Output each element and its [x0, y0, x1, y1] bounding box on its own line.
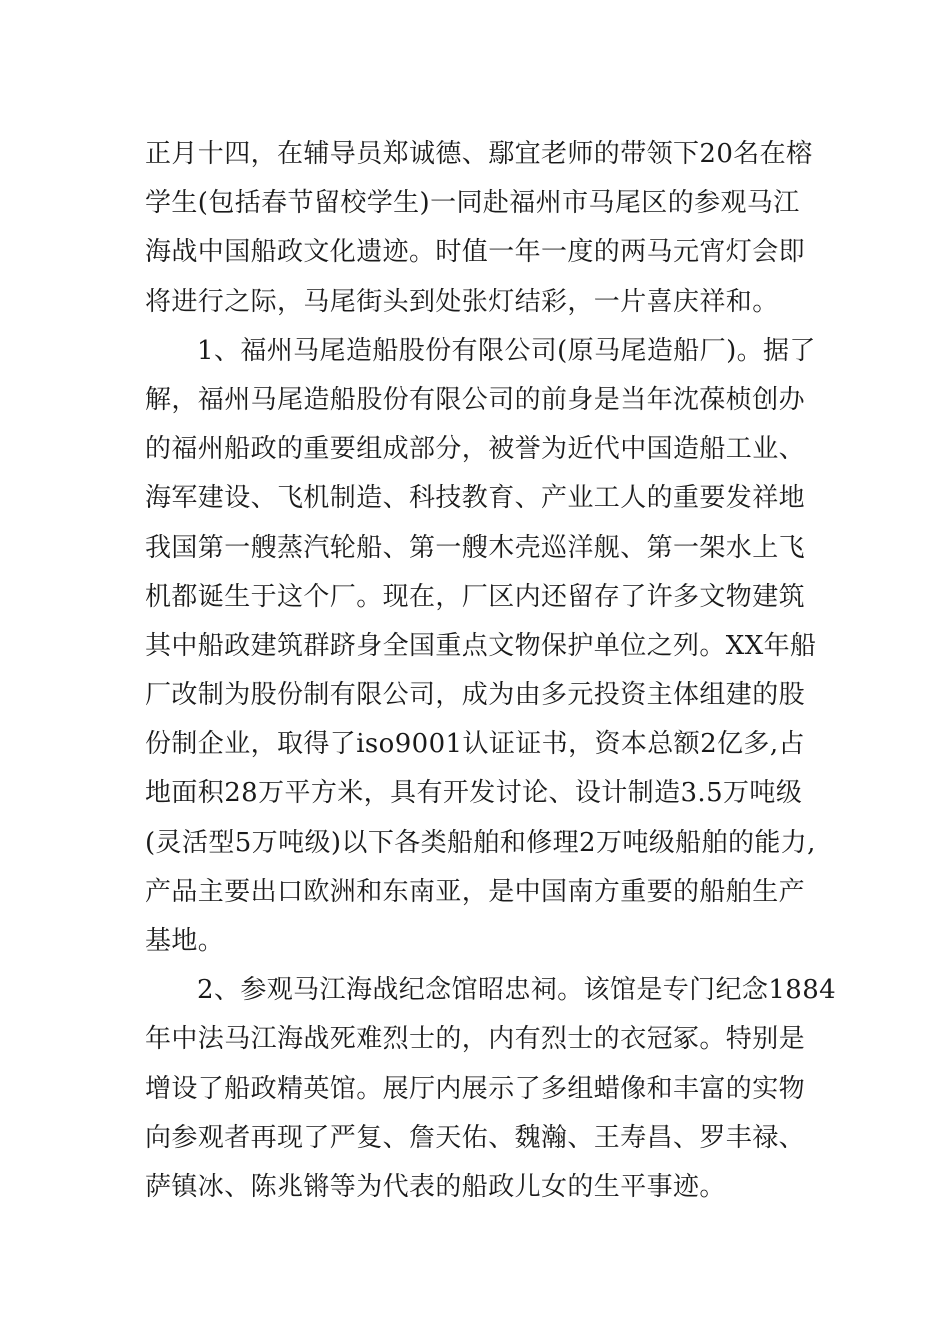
text-line: 地面积28万平方米，具有开发讨论、设计制造3.5万吨级 [145, 778, 803, 809]
text-line: 学生(包括春节留校学生)一同赴福州市马尾区的参观马江 [145, 188, 800, 219]
text-line: 我国第一艘蒸汽轮船、第一艘木壳巡洋舰、第一架水上飞 [145, 532, 806, 563]
text-line: (灵活型5万吨级)以下各类船舶和修理2万吨级船舶的能力, [145, 827, 816, 858]
text-line: 机都诞生于这个厂。现在，厂区内还留存了许多文物建筑 [145, 581, 806, 612]
text-line: 厂改制为股份制有限公司，成为由多元投资主体组建的股 [145, 680, 806, 711]
text-line: 萨镇冰、陈兆锵等为代表的船政儿女的生平事迹。 [145, 1171, 726, 1202]
text-line: 将进行之际，马尾街头到处张灯结彩，一片喜庆祥和。 [145, 286, 779, 317]
text-line: 的福州船政的重要组成部分，被誉为近代中国造船工业、 [145, 434, 806, 465]
body-text [145, 130, 837, 1212]
text-line: 年中法马江海战死难烈士的，内有烈士的衣冠冢。特别是 [145, 1024, 806, 1055]
text-line: 向参观者再现了严复、詹天佑、魏瀚、王寿昌、罗丰禄、 [145, 1122, 806, 1153]
text-line: 份制企业，取得了iso9001认证证书，资本总额2亿多,占 [145, 729, 805, 760]
text-line: 正月十四，在辅导员郑诚德、鄢宜老师的带领下20名在榕 [145, 139, 813, 169]
text-line: 解，福州马尾造船股份有限公司的前身是当年沈葆桢创办 [145, 384, 806, 415]
text-line: 基地。 [145, 926, 225, 956]
paragraph-2-start: 2、参观马江海战纪念馆昭忠祠。该馆是专门纪念1884 [197, 975, 837, 1006]
text-line: 其中船政建筑群跻身全国重点文物保护单位之列。XX年船 [145, 630, 817, 661]
text-line: 海战中国船政文化遗迹。时值一年一度的两马元宵灯会即 [145, 237, 806, 268]
text-line: 海军建设、飞机制造、科技教育、产业工人的重要发祥地 [145, 483, 806, 514]
paragraph-1-start: 1、福州马尾造船股份有限公司(原马尾造船厂)。据了 [197, 335, 816, 366]
text-line: 产品主要出口欧洲和东南亚，是中国南方重要的船舶生产 [145, 876, 806, 907]
text-line: 增设了船政精英馆。展厅内展示了多组蜡像和丰富的实物 [145, 1073, 806, 1104]
